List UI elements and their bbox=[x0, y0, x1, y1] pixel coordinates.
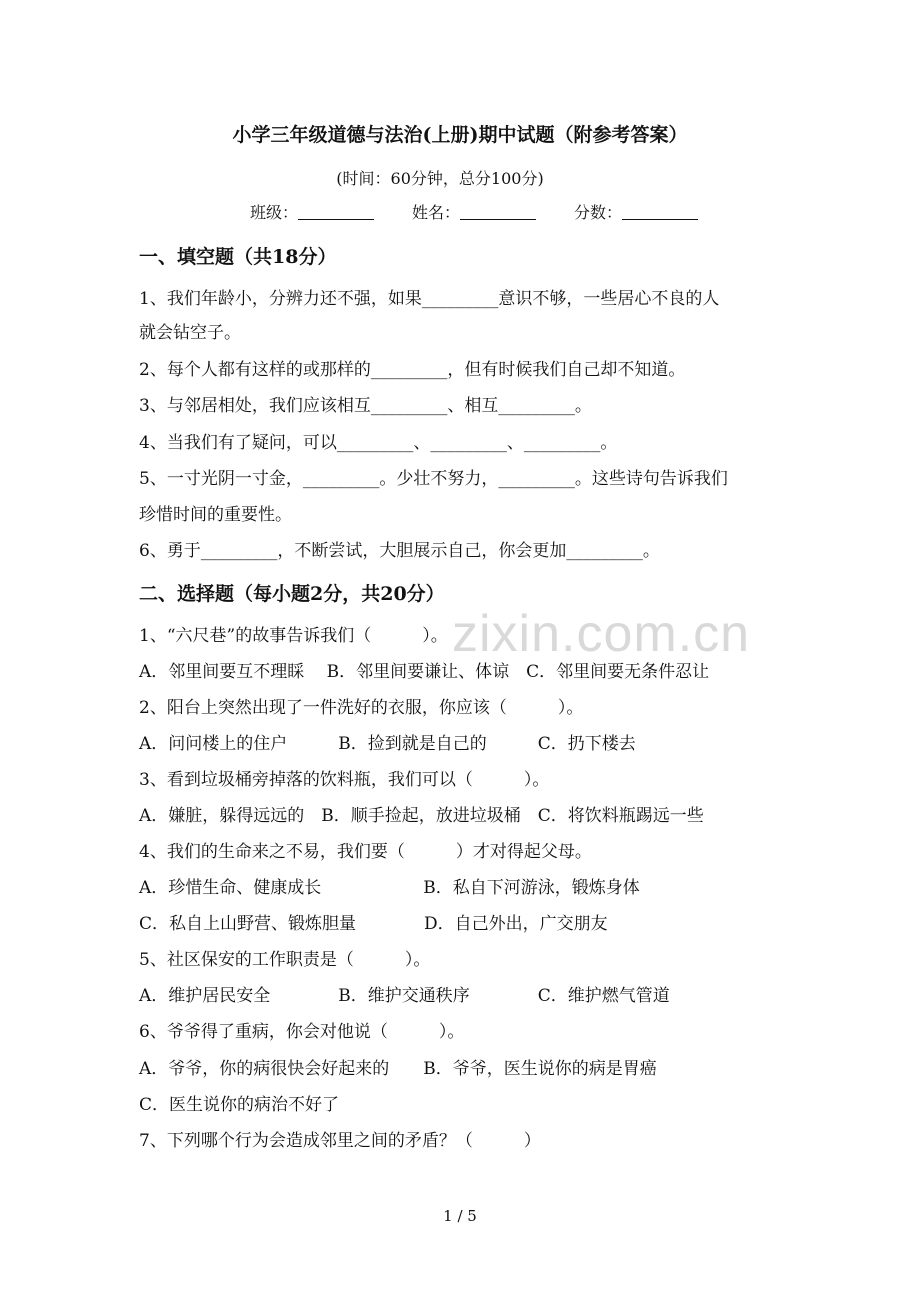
question-line: 1、我们年龄小，分辨力还不强，如果_________意识不够，一些居心不良的人 bbox=[139, 289, 720, 309]
name-blank[interactable] bbox=[460, 203, 536, 220]
student-info-row bbox=[250, 201, 698, 225]
question-line: 2、阳台上突然出现了一件洗好的衣服，你应该（ ）。 bbox=[139, 698, 584, 718]
name-label: 姓名： bbox=[412, 203, 461, 222]
question-line: 5、社区保安的工作职责是（ ）。 bbox=[139, 950, 431, 970]
option-line: A．维护居民安全 B．维护交通秩序 C．维护燃气管道 bbox=[139, 986, 670, 1006]
option-line: A．珍惜生命、健康成长 B．私自下河游泳，锻炼身体 bbox=[139, 878, 640, 898]
page-title: 小学三年级道德与法治(上册)期中试题（附参考答案） bbox=[232, 124, 688, 146]
option-line: A．爷爷，你的病很快会好起来的 B．爷爷，医生说你的病是胃癌 bbox=[139, 1059, 657, 1079]
question-line: 3、与邻居相处，我们应该相互_________、相互_________。 bbox=[139, 396, 592, 416]
question-line: 4、当我们有了疑问，可以_________、_________、_________。 bbox=[139, 433, 618, 453]
question-line: 7、下列哪个行为会造成邻里之间的矛盾？（ ） bbox=[139, 1131, 541, 1151]
class-blank[interactable] bbox=[298, 203, 374, 220]
question-line: 2、每个人都有这样的或那样的_________，但有时候我们自己却不知道。 bbox=[139, 360, 686, 380]
watermark: zixin.com.cn bbox=[452, 605, 751, 663]
option-line: C．私自上山野营、锻炼胆量 D．自己外出，广交朋友 bbox=[139, 914, 608, 934]
class-label: 班级： bbox=[250, 203, 299, 222]
option-line: A．邻里间要互不理睬 B．邻里间要谦让、体谅 C．邻里间要无条件忍让 bbox=[139, 662, 710, 682]
question-line: 5、一寸光阴一寸金，_________。少壮不努力，_________。这些诗句告诉我们 bbox=[139, 469, 728, 489]
score-blank[interactable] bbox=[622, 203, 698, 220]
exam-time-info: (时间：60分钟，总分100分) bbox=[336, 169, 544, 188]
question-line: 4、我们的生命来之不易，我们要（ ）才对得起父母。 bbox=[139, 842, 592, 862]
question-line: 1、“六尺巷”的故事告诉我们（ ）。 bbox=[139, 626, 448, 646]
score-label: 分数： bbox=[574, 203, 623, 222]
question-line: 就会钻空子。 bbox=[139, 323, 241, 343]
option-line: A．嫌脏，躲得远远的 B．顺手捡起，放进垃圾桶 C．将饮料瓶踢远一些 bbox=[139, 806, 704, 826]
question-line: 3、看到垃圾桶旁掉落的饮料瓶，我们可以（ ）。 bbox=[139, 770, 550, 790]
question-line: 6、爷爷得了重病，你会对他说（ ）。 bbox=[139, 1022, 465, 1042]
option-line: C．医生说你的病治不好了 bbox=[139, 1095, 340, 1115]
question-line: 珍惜时间的重要性。 bbox=[139, 505, 292, 525]
page-number: 1 / 5 bbox=[443, 1207, 477, 1225]
section-heading-fill-blank: 一、填空题（共18分） bbox=[139, 246, 337, 268]
option-line: A．问问楼上的住户 B．捡到就是自己的 C．扔下楼去 bbox=[139, 734, 636, 754]
section-heading-multiple-choice: 二、选择题（每小题2分，共20分） bbox=[139, 583, 445, 605]
question-line: 6、勇于_________，不断尝试，大胆展示自己，你会更加_________。 bbox=[139, 541, 660, 561]
